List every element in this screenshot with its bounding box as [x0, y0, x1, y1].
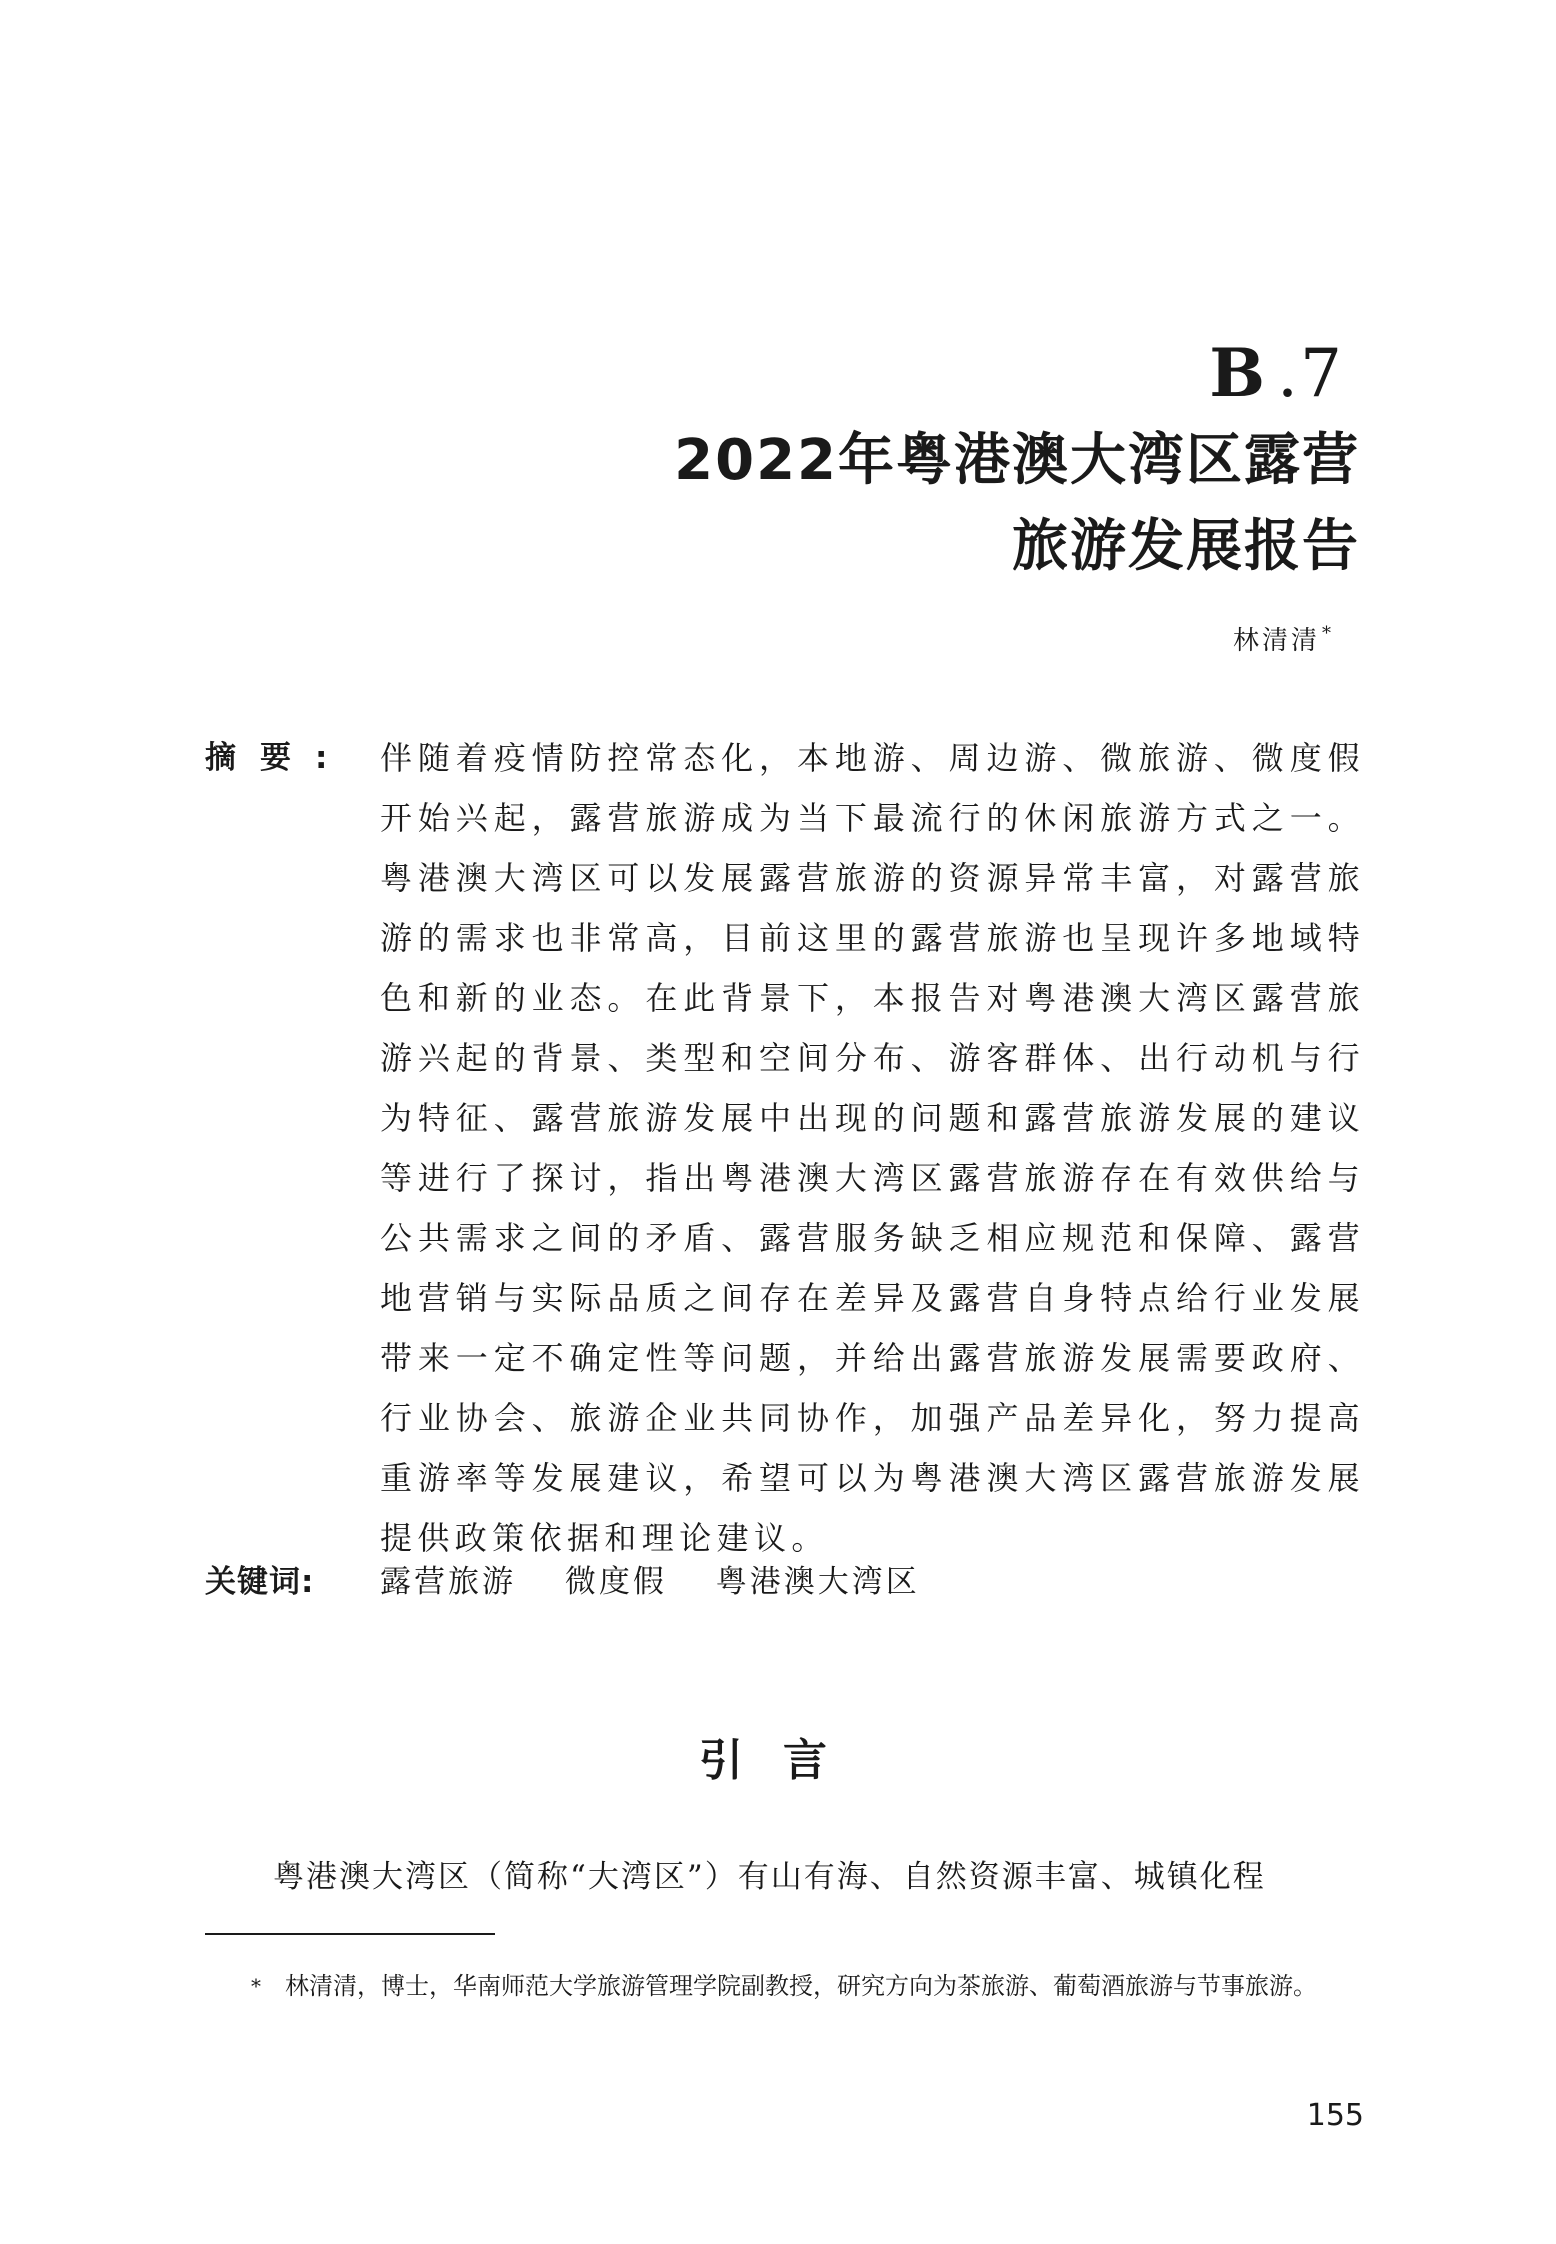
- abstract-section: [205, 728, 1365, 1568]
- chapter-number: [1209, 334, 1344, 412]
- footnote: [205, 1965, 1365, 2007]
- author-footnote-mark: *: [1322, 623, 1334, 645]
- author-name: 林清清: [1232, 626, 1320, 656]
- section-heading: 引言: [699, 1735, 867, 1786]
- report-title-line-1: 2022年粤港澳大湾区露营: [674, 428, 1360, 493]
- keywords-section: [205, 1552, 1365, 1612]
- keyword-item: 微度假: [564, 1564, 667, 1600]
- report-title: [460, 418, 1360, 590]
- keywords-list: [380, 1552, 1365, 1612]
- keyword-item: 粤港澳大湾区: [715, 1564, 920, 1600]
- keywords-label: 关键词:: [205, 1564, 315, 1600]
- footnote-text: 林清清，博士，华南师范大学旅游管理学院副教授，研究方向为茶旅游、葡萄酒旅游与节事旅游。: [285, 1972, 1317, 2000]
- chapter-letter: B: [1209, 334, 1268, 412]
- keyword-item: 露营旅游: [380, 1564, 516, 1600]
- abstract-text: 伴随着疫情防控常态化，本地游、周边游、微旅游、微度假开始兴起，露营旅游成为当下最流行的休闲旅游方式之一。粤港澳大湾区可以发展露营旅游的资源异常丰富，对露营旅游的需求也非常高，目前这里的露营旅游也呈现许多地域特色和新的业态。在此背景下，本报告对粤港澳大湾区露营旅游兴起的背景、类型和空间分布、游客群体、出行动机与行为特征、露营旅游发展中出现的问题和露营旅游发展的建议等进行了探讨，指出粤港澳大湾区露营旅游存在有效供给与公共需求之间的矛盾、露营服务缺乏相应规范和保障、露营地营销与实际品质之间存在差异及露营自身特点给行业发展带来一定不确定性等问题，并给出露营旅游发展需要政府、行业协会、旅游企业共同协作，加强产品差异化，努力提高重游率等发展建议，希望可以为粤港澳大湾区露营旅游发展提供政策依据和理论建议。: [380, 739, 1365, 1557]
- report-title-line-2: 旅游发展报告: [1012, 514, 1360, 579]
- body-paragraph: 粤港澳大湾区（简称“大湾区”）有山有海、自然资源丰富、城镇化程: [273, 1859, 1266, 1895]
- footnote-mark: *: [251, 1974, 261, 1998]
- page-number: 155: [1306, 2098, 1364, 2133]
- footnote-divider: [205, 1933, 495, 1935]
- chapter-index: .7: [1277, 335, 1344, 412]
- abstract-label: 摘要:: [205, 740, 352, 776]
- author: [1233, 620, 1334, 657]
